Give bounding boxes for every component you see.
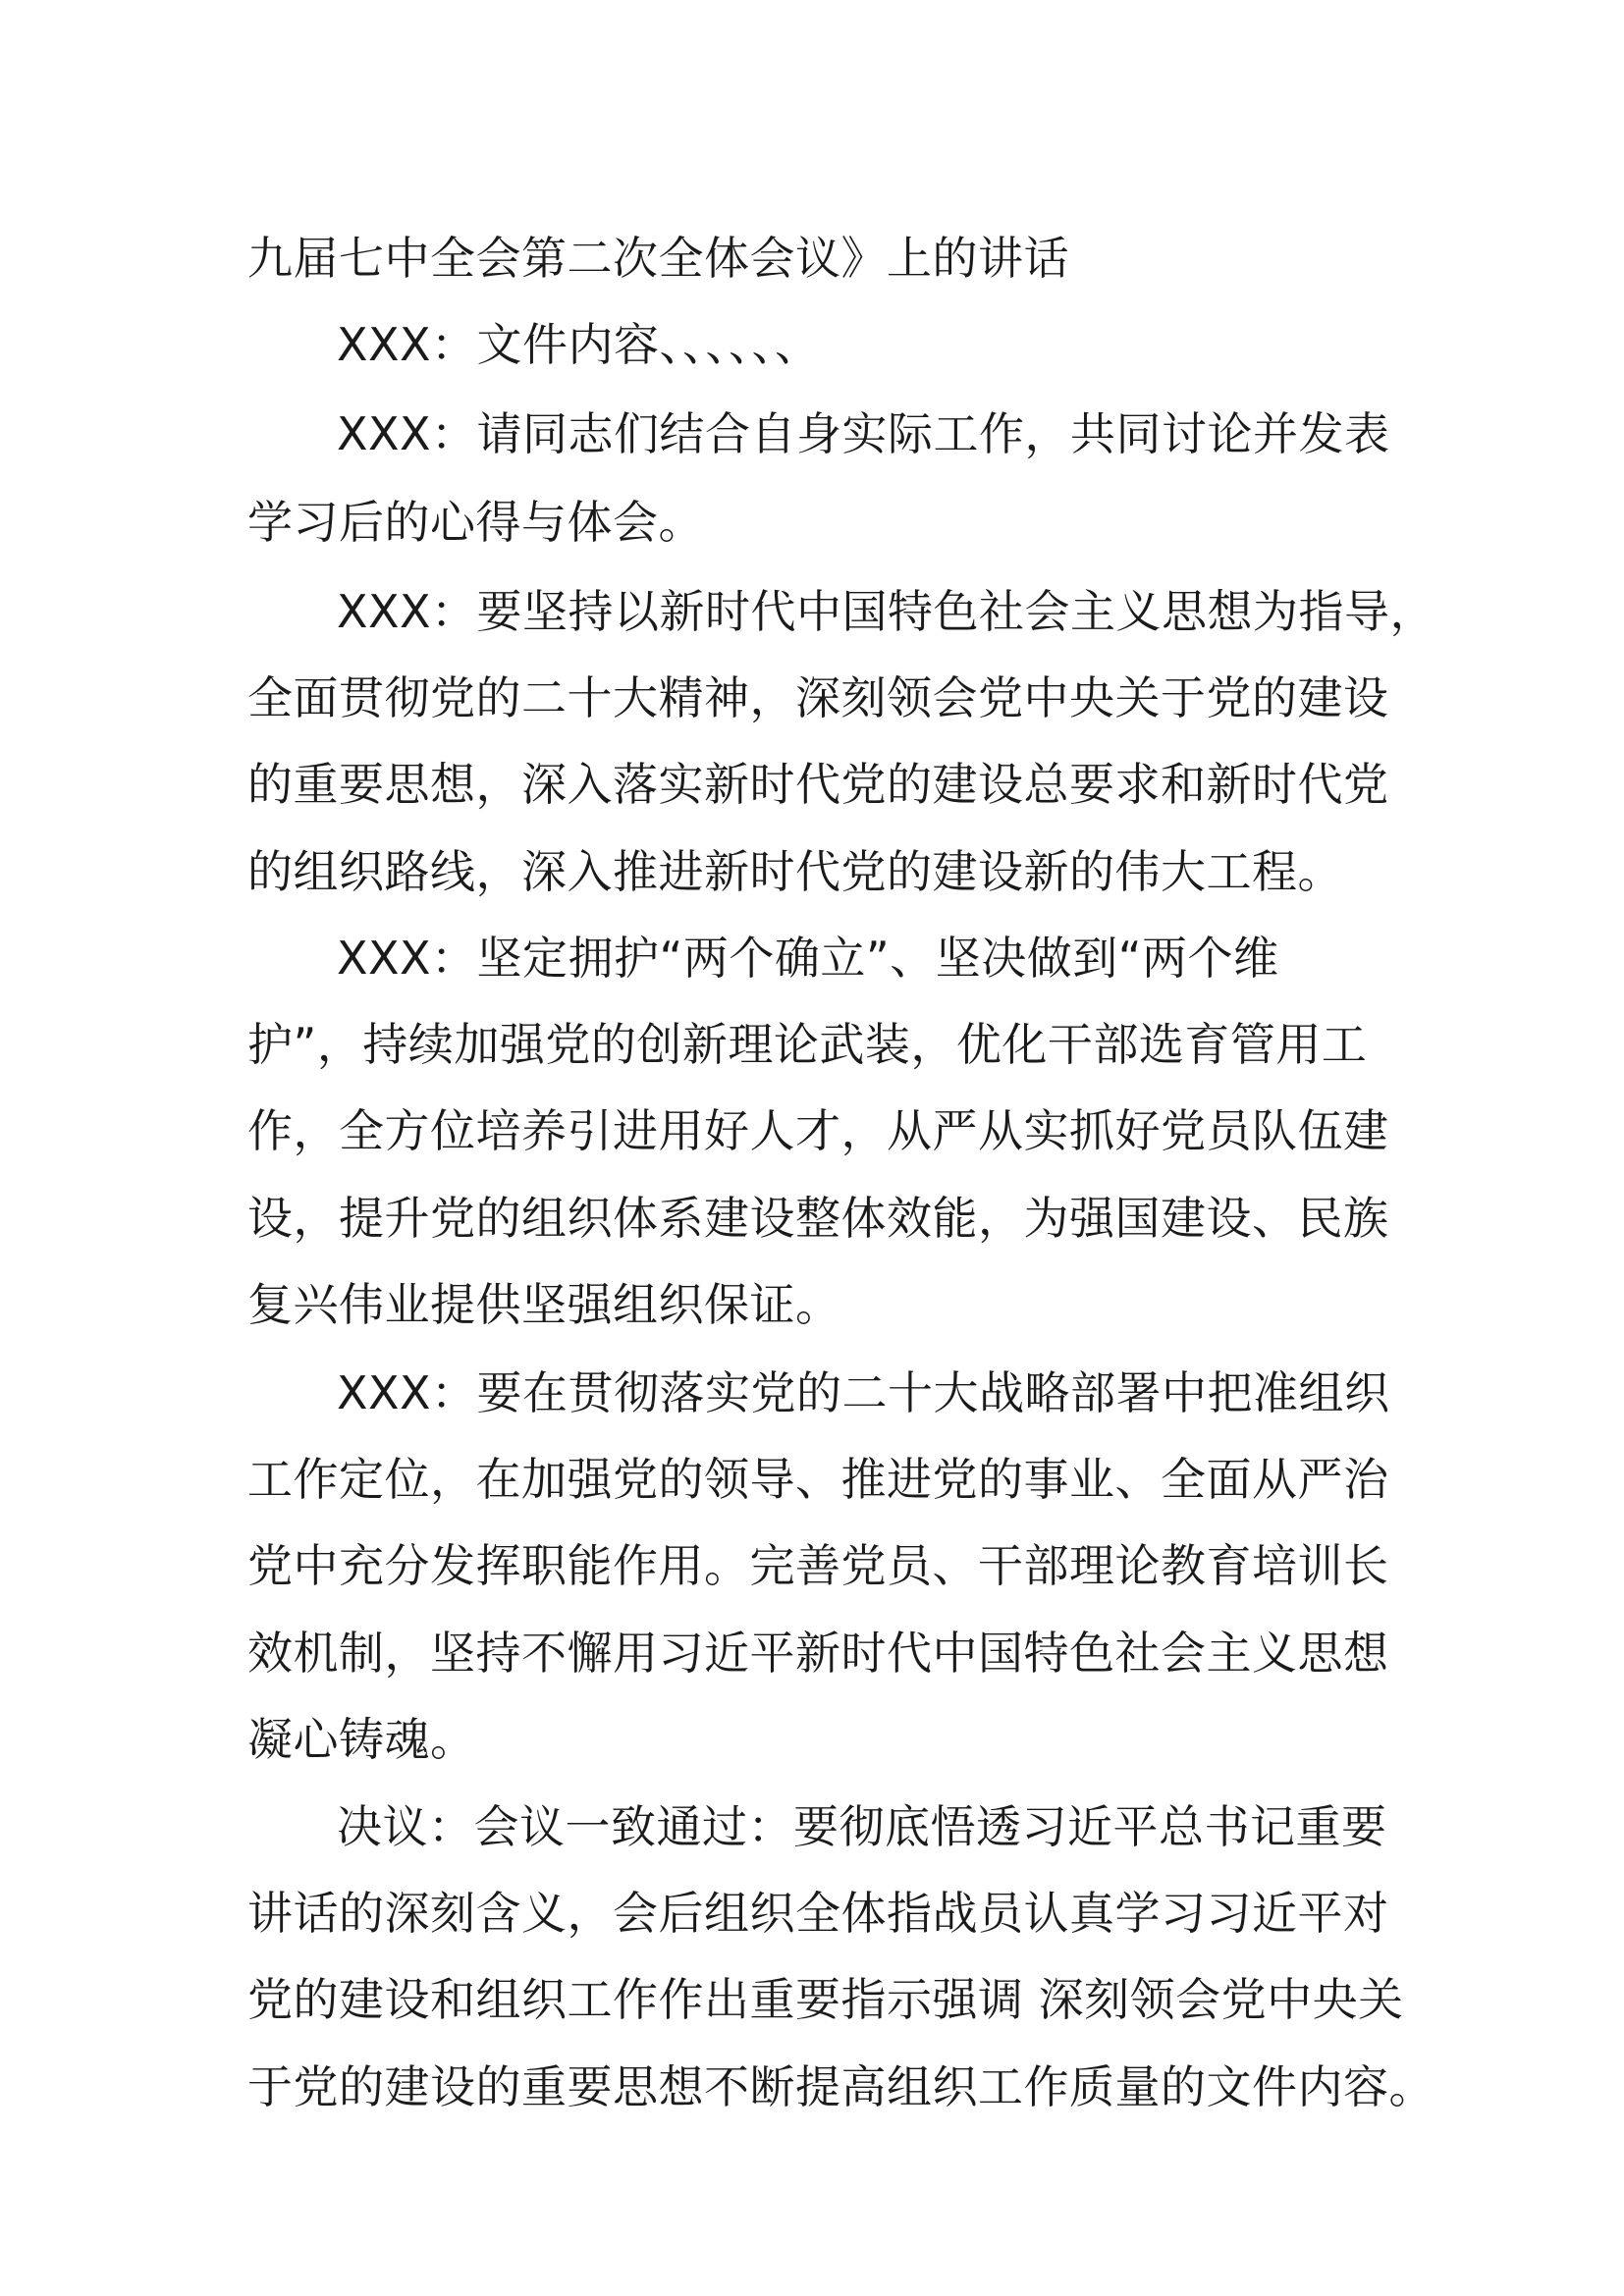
text-line: 学习后的心得与体会。 — [247, 496, 704, 549]
paragraph-first-line: XXX：要在贯彻落实党的二十大战略部署中把准组织 — [337, 1366, 1390, 1419]
text-line: 凝心铸魂。 — [247, 1713, 476, 1766]
text-line: 复兴伟业提供坚强组织保证。 — [247, 1278, 841, 1331]
text-line: 九届七中全会第二次全体会议》上的讲话 — [247, 232, 1069, 285]
paragraph-first-line: XXX：要坚持以新时代中国特色社会主义思想为指导， — [337, 585, 1436, 638]
text-line: 工作定位，在加强党的领导、推进党的事业、全面从严治 — [247, 1453, 1389, 1506]
text-line: 党中充分发挥职能作用。完善党员、干部理论教育培训长 — [247, 1539, 1389, 1592]
paragraph-first-line: XXX：文件内容、、、、、、 — [337, 318, 821, 371]
paragraph-first-line: XXX：坚定拥护“两个确立”、坚决做到“两个维 — [337, 932, 1279, 985]
text-line: 护”，持续加强党的创新理论武装，优化干部选育管用工 — [247, 1018, 1368, 1071]
text-line: 讲话的深刻含义，会后组织全体指战员认真学习习近平对 — [247, 1887, 1389, 1940]
text-line: 作，全方位培养引进用好人才，从严从实抓好党员队伍建 — [247, 1104, 1389, 1157]
paragraph-first-line: 决议：会议一致通过：要彻底悟透习近平总书记重要 — [337, 1800, 1387, 1853]
text-line: 全面贯彻党的二十大精神，深刻领会党中央关于党的建设 — [247, 671, 1389, 724]
text-line: 的组织路线，深入推进新时代党的建设新的伟大工程。 — [247, 845, 1343, 898]
text-line: 设，提升党的组织体系建设整体效能，为强国建设、民族 — [247, 1192, 1389, 1245]
text-line: 于党的建设的重要思想不断提高组织工作质量的文件内容。 — [247, 2060, 1435, 2113]
text-line: 党的建设和组织工作作出重要指示强调 深刻领会党中央关 — [247, 1973, 1404, 2026]
paragraph-first-line: XXX：请同志们结合自身实际工作，共同讨论并发表 — [337, 407, 1390, 460]
text-line: 效机制，坚持不懈用习近平新时代中国特色社会主义思想 — [247, 1627, 1389, 1680]
text-line: 的重要思想，深入落实新时代党的建设总要求和新时代党 — [247, 758, 1389, 811]
